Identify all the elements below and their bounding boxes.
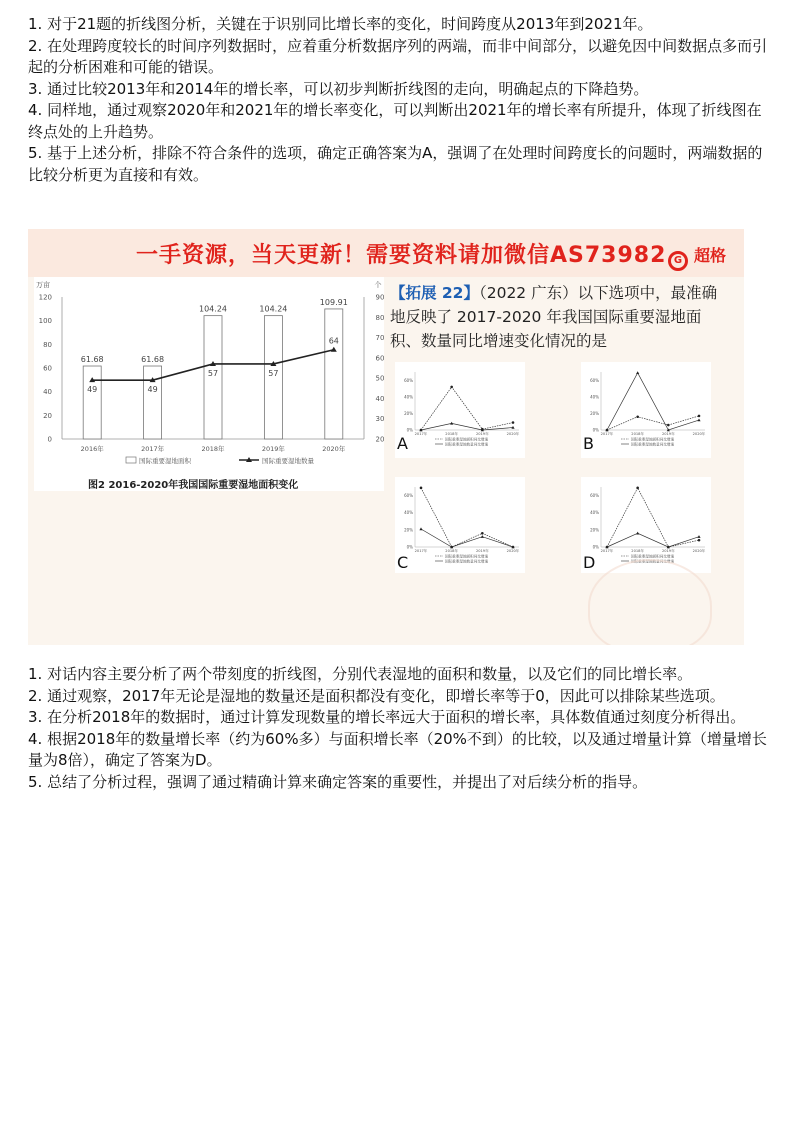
y-tick-right: 70 xyxy=(375,334,384,343)
option-y-tick: 40% xyxy=(404,510,413,516)
option-x-tick: 2017年 xyxy=(414,432,428,436)
bottom-notes xyxy=(28,664,773,793)
bar-label: 104.24 xyxy=(259,304,288,314)
option-legend-label: 国际重要湿地面积同比增速 xyxy=(445,554,489,559)
y-tick-left: 40 xyxy=(43,388,52,397)
y-tick-right: 60 xyxy=(375,354,384,363)
note-2: 2. 在处理跨度较长的时间序列数据时，应着重分析数据序列的两端，而非中间部分，以避免因中间数据点多而引起的分析困难和可能的错误。 xyxy=(28,36,768,76)
bar-label: 104.24 xyxy=(199,304,227,314)
option-letter: A xyxy=(397,434,408,453)
option-y-tick: 0% xyxy=(592,544,599,550)
banner-text: 一手资源，当天更新！需要资料请加微信AS73982 xyxy=(136,243,667,268)
mascot-watermark xyxy=(588,559,712,645)
x-tick-label: 2020年 xyxy=(322,445,346,453)
bar xyxy=(325,309,343,439)
legend-bar-swatch xyxy=(126,457,136,463)
summary-1: 1. 对话内容主要分析了两个带刻度的折线图，分别代表湿地的面积和数量，以及它们的同比增长率。 xyxy=(28,665,693,683)
y-tick-right: 80 xyxy=(375,313,384,322)
option-x-tick: 2020年 xyxy=(692,432,706,436)
option-chart xyxy=(395,362,525,458)
legend-bar-label: 国际重要湿地面积 xyxy=(139,457,191,465)
summary-5: 5. 总结了分析过程，强调了通过精确计算来确定答案的重要性，并提出了对后续分析的指导。 xyxy=(28,772,648,791)
y-tick-left: 80 xyxy=(43,340,52,349)
option-letter: C xyxy=(397,553,409,572)
option-count-series-point xyxy=(697,535,700,538)
option-x-tick: 2019年 xyxy=(661,549,675,553)
y-axis-right-label: 个 xyxy=(374,281,382,289)
legend-line-label: 国际重要湿地数量 xyxy=(262,457,314,465)
option-area-series-point xyxy=(420,487,423,490)
summary-4: 4. 根据2018年的数量增长率（约为60%多）与面积增长率（20%不到）的比较，以及通过增量计算（增量增长量为8倍），确定了答案为D。 xyxy=(28,729,767,769)
wetland-chart xyxy=(34,277,384,491)
option-legend-label: 国际重要湿地数量同比增速 xyxy=(631,442,675,447)
y-tick-right: 20 xyxy=(375,435,384,444)
option-area-series xyxy=(607,488,699,547)
option-y-tick: 40% xyxy=(590,394,599,400)
note-5: 5. 基于上述分析，排除不符合条件的选项，确定正确答案为A，强调了在处理时间跨度长的问题时，两端数据的比较分析更为直接和有效。 xyxy=(28,144,763,184)
option-y-tick: 40% xyxy=(404,394,413,400)
option-c[interactable] xyxy=(395,477,525,573)
option-area-series xyxy=(607,416,699,430)
bar-label: 109.91 xyxy=(319,297,348,307)
line-label: 57 xyxy=(207,368,219,378)
option-legend-label: 国际重要湿地数量同比增速 xyxy=(631,559,675,564)
option-y-tick: 20% xyxy=(590,410,599,416)
option-x-tick: 2017年 xyxy=(600,549,614,553)
note-4: 4. 同样地，通过观察2020年和2021年的增长率变化，可以判断出2021年的增长率有所提升，体现了折线图在终点处的上升趋势。 xyxy=(28,101,762,141)
option-x-tick: 2020年 xyxy=(506,432,520,436)
option-x-tick: 2020年 xyxy=(506,549,520,553)
option-letter: D xyxy=(583,553,596,572)
option-count-series xyxy=(421,529,513,547)
option-x-tick: 2017年 xyxy=(414,549,428,553)
option-area-series-point xyxy=(450,386,453,389)
y-tick-right: 40 xyxy=(375,394,384,403)
top-notes xyxy=(28,14,773,186)
option-chart xyxy=(395,477,525,573)
y-tick-right: 30 xyxy=(375,415,384,424)
option-count-series-point xyxy=(419,527,422,530)
y-tick-left: 120 xyxy=(38,293,52,302)
bar-label: 61.68 xyxy=(80,355,104,365)
option-x-tick: 2018年 xyxy=(445,432,459,436)
option-x-tick: 2018年 xyxy=(631,432,645,436)
option-letter: B xyxy=(583,434,594,453)
option-count-series xyxy=(607,533,699,547)
option-area-series xyxy=(421,488,513,547)
option-y-tick: 20% xyxy=(590,527,599,533)
option-area-series-point xyxy=(667,424,670,427)
option-area-series-point xyxy=(481,532,484,535)
embedded-screenshot xyxy=(28,229,744,645)
option-y-tick: 40% xyxy=(590,510,599,516)
y-tick-left: 0 xyxy=(47,435,52,444)
option-area-series xyxy=(421,387,513,430)
option-x-tick: 2019年 xyxy=(475,549,489,553)
option-area-series-point xyxy=(698,539,701,542)
brand-logo xyxy=(668,243,726,271)
question-text xyxy=(390,281,730,353)
option-x-tick: 2018年 xyxy=(631,549,645,553)
x-tick-label: 2019年 xyxy=(261,445,285,453)
option-count-series-point xyxy=(636,371,639,374)
option-count-series xyxy=(421,423,513,430)
y-tick-left: 60 xyxy=(43,364,52,373)
summary-2: 2. 通过观察，2017年无论是湿地的数量还是面积都没有变化，即增长率等于0，因此可以排除某些选项。 xyxy=(28,686,725,705)
option-y-tick: 20% xyxy=(404,410,413,416)
option-x-tick: 2017年 xyxy=(600,432,614,436)
option-x-tick: 2018年 xyxy=(445,549,459,553)
option-legend-label: 国际重要湿地面积同比增速 xyxy=(631,554,675,559)
chart-title: 图2 2016-2020年我国国际重要湿地面积变化 xyxy=(88,480,299,491)
question-tag: 【拓展 22】 xyxy=(390,284,479,302)
option-legend-label: 国际重要湿地面积同比增速 xyxy=(445,437,489,442)
question-body: （2022 广东）以下选项中，最准确地反映了 2017-2020 年我国国际重要湿地面积、数量同比增速变化情况的是 xyxy=(390,284,718,350)
bar xyxy=(83,366,101,439)
ad-banner xyxy=(28,229,744,277)
option-x-tick: 2019年 xyxy=(475,432,489,436)
line-label: 49 xyxy=(147,385,158,395)
option-y-tick: 0% xyxy=(406,544,413,550)
option-area-series-point xyxy=(698,415,701,418)
option-y-tick: 20% xyxy=(404,527,413,533)
option-count-series-point xyxy=(481,535,484,538)
x-tick-label: 2016年 xyxy=(80,445,104,453)
option-y-tick: 60% xyxy=(590,493,599,499)
option-chart xyxy=(581,362,711,458)
option-count-series-point xyxy=(450,422,453,425)
y-tick-right: 50 xyxy=(375,374,384,383)
note-3: 3. 通过比较2013年和2014年的增长率，可以初步判断折线图的走向，明确起点的下降趋势。 xyxy=(28,79,649,98)
option-y-tick: 60% xyxy=(590,377,599,383)
bar xyxy=(144,366,162,439)
option-y-tick: 60% xyxy=(404,377,413,383)
chart-canvas xyxy=(34,277,384,491)
x-tick-label: 2018年 xyxy=(201,445,225,453)
x-tick-label: 2017年 xyxy=(141,445,165,453)
option-count-series xyxy=(607,373,699,430)
logo-text: 超格 xyxy=(694,246,727,265)
option-count-series-point xyxy=(697,418,700,421)
option-legend-label: 国际重要湿地面积同比增速 xyxy=(631,437,675,442)
option-y-tick: 60% xyxy=(404,493,413,499)
option-area-series-point xyxy=(636,487,639,490)
line-label: 49 xyxy=(87,385,98,395)
option-count-series-point xyxy=(636,532,639,535)
option-legend-label: 国际重要湿地数量同比增速 xyxy=(445,559,489,564)
option-legend-label: 国际重要湿地数量同比增速 xyxy=(445,442,489,447)
option-x-tick: 2019年 xyxy=(661,432,675,436)
option-y-tick: 0% xyxy=(406,427,413,433)
option-x-tick: 2020年 xyxy=(692,549,706,553)
option-b[interactable] xyxy=(581,362,711,458)
logo-g-icon: G xyxy=(668,251,688,271)
option-area-series-point xyxy=(636,415,639,418)
line-label: 57 xyxy=(268,368,279,378)
y-tick-right: 90 xyxy=(375,293,384,302)
option-y-tick: 0% xyxy=(592,427,599,433)
y-tick-left: 100 xyxy=(38,317,52,326)
bar-label: 61.68 xyxy=(141,355,165,365)
y-axis-left-label: 万亩 xyxy=(36,281,50,289)
y-tick-left: 20 xyxy=(43,411,52,420)
summary-3: 3. 在分析2018年的数据时，通过计算发现数量的增长率远大于面积的增长率，具体数值通过刻度分析得出。 xyxy=(28,708,746,726)
note-1: 1. 对于21题的折线图分析，关键在于识别同比增长率的变化，时间跨度从2013年到2021年。 xyxy=(28,15,653,33)
line-label: 64 xyxy=(328,336,339,346)
option-a[interactable] xyxy=(395,362,525,458)
option-area-series-point xyxy=(512,421,515,424)
